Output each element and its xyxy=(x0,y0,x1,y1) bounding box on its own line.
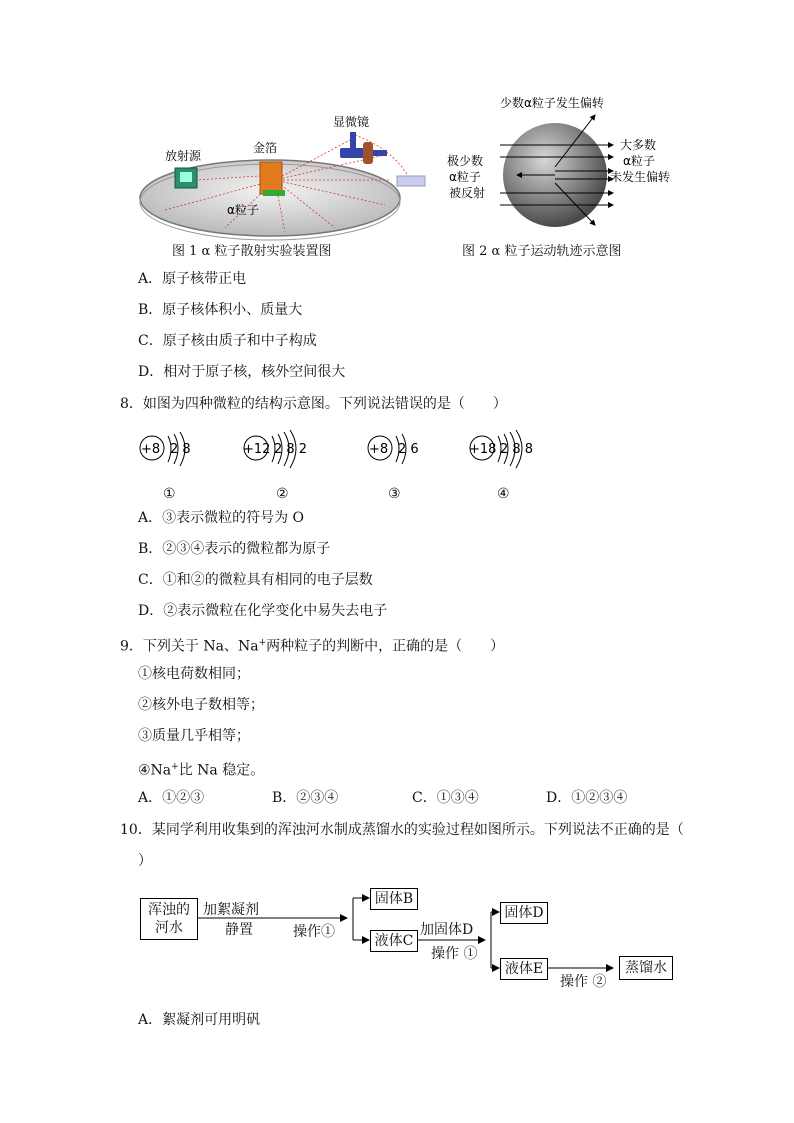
solid-b-box: 固体B xyxy=(370,888,418,910)
svg-text:2 8 2: 2 8 2 xyxy=(274,442,308,457)
q8-option-d[interactable]: D．②表示微粒在化学变化中易失去电子 xyxy=(138,603,388,619)
particle-3-label: ③ xyxy=(388,486,401,502)
q8-stem: 8．如图为四种微粒的结构示意图。下列说法错误的是（ ） xyxy=(120,396,507,412)
svg-text:2 6: 2 6 xyxy=(398,442,419,457)
distilled-water-box: 蒸馏水 xyxy=(619,956,673,980)
figure-2 xyxy=(445,95,695,240)
rare-label-2: α粒子 xyxy=(449,170,481,184)
particle-4-label: ④ xyxy=(497,486,510,502)
q8-option-b[interactable]: B．②③④表示的微粒都为原子 xyxy=(138,541,331,557)
liquid-c-box: 液体C xyxy=(370,930,418,952)
svg-text:+18: +18 xyxy=(469,442,497,457)
settle-label: 静置 xyxy=(225,922,253,938)
q8-option-c[interactable]: C．①和②的微粒具有相同的电子层数 xyxy=(138,572,373,588)
q9-item-4: ④Na+比 Na 稳定。 xyxy=(138,762,265,779)
q10-stem-line1: 10．某同学利用收集到的浑浊河水制成蒸馏水的实验过程如图所示。下列说法不正确的是（ xyxy=(120,822,684,838)
operation-2-label: 操作 ② xyxy=(560,974,607,990)
q7-option-b[interactable]: B．原子核体积小、质量大 xyxy=(138,302,303,318)
q7-option-c[interactable]: C．原子核由质子和中子构成 xyxy=(138,333,317,349)
microscope-label: 显微镜 xyxy=(333,115,370,129)
q10-stem-line2: ） xyxy=(138,853,152,869)
rare-label-1: 极少数 xyxy=(447,154,484,168)
particle-2-label: ② xyxy=(276,486,289,502)
q9-option-b[interactable]: B．②③④ xyxy=(272,790,339,806)
operation-1b-label: 操作 ① xyxy=(431,946,478,962)
particle-4-diagram xyxy=(469,430,533,468)
svg-text:+8: +8 xyxy=(369,442,389,457)
microscope-icon xyxy=(340,132,387,164)
figure-2-caption: 图 2 α 粒子运动轨迹示意图 xyxy=(462,244,622,259)
solid-d-box: 固体D xyxy=(500,902,548,924)
foil-label: 金箔 xyxy=(253,141,278,155)
alpha-scattering-apparatus xyxy=(135,110,435,260)
few-deflect-label: 少数α粒子发生偏转 xyxy=(500,96,604,110)
q10-flowchart xyxy=(135,880,685,1000)
figure-1-caption: 图 1 α 粒子散射实验装置图 xyxy=(172,244,332,259)
rare-label-3: 被反射 xyxy=(449,186,486,200)
q9-option-c[interactable]: C．①③④ xyxy=(412,790,479,806)
most-label-2: α粒子 xyxy=(623,154,655,168)
q7-option-a[interactable]: A．原子核带正电 xyxy=(138,271,247,287)
source-label: 放射源 xyxy=(165,149,202,163)
q7-option-d[interactable]: D．相对于原子核，核外空间很大 xyxy=(138,364,346,380)
operation-1-label: 操作① xyxy=(293,924,335,940)
particle-3-diagram xyxy=(368,434,419,464)
q9-option-d[interactable]: D．①②③④ xyxy=(546,790,628,806)
most-label-3: 未发生偏转 xyxy=(610,170,671,184)
river-water-box: 浑浊的 河水 xyxy=(140,898,198,940)
particle-2-diagram xyxy=(243,430,307,468)
most-label-1: 大多数 xyxy=(620,138,657,152)
q10-option-a[interactable]: A．絮凝剂可用明矾 xyxy=(138,1012,261,1028)
liquid-e-box: 液体E xyxy=(500,958,548,980)
q9-item-1: ①核电荷数相同； xyxy=(138,666,250,682)
q9-option-a[interactable]: A．①②③ xyxy=(138,790,205,806)
atomic-structure-diagrams xyxy=(136,430,556,470)
svg-text:2 8: 2 8 xyxy=(170,442,191,457)
add-solid-d-label: 加固体D xyxy=(420,922,474,938)
svg-text:+12: +12 xyxy=(243,442,271,457)
add-flocculant-label: 加絮凝剂 xyxy=(203,902,259,918)
gold-foil-icon xyxy=(260,162,282,194)
particle-1-label: ① xyxy=(163,486,176,502)
q9-item-3: ③质量几乎相等； xyxy=(138,728,250,744)
q8-option-a[interactable]: A．③表示微粒的符号为 O xyxy=(138,510,305,526)
figure-1 xyxy=(135,110,435,260)
q9-item-2: ②核外电子数相等； xyxy=(138,697,264,713)
svg-text:2 8 8: 2 8 8 xyxy=(500,442,534,457)
particle-1-diagram xyxy=(140,432,191,466)
alpha-trajectory-diagram xyxy=(445,95,695,240)
alpha-label: α粒子 xyxy=(227,203,259,217)
svg-text:+8: +8 xyxy=(141,442,161,457)
q9-stem: 9．下列关于 Na、Na+两种粒子的判断中，正确的是（ ） xyxy=(120,638,505,655)
